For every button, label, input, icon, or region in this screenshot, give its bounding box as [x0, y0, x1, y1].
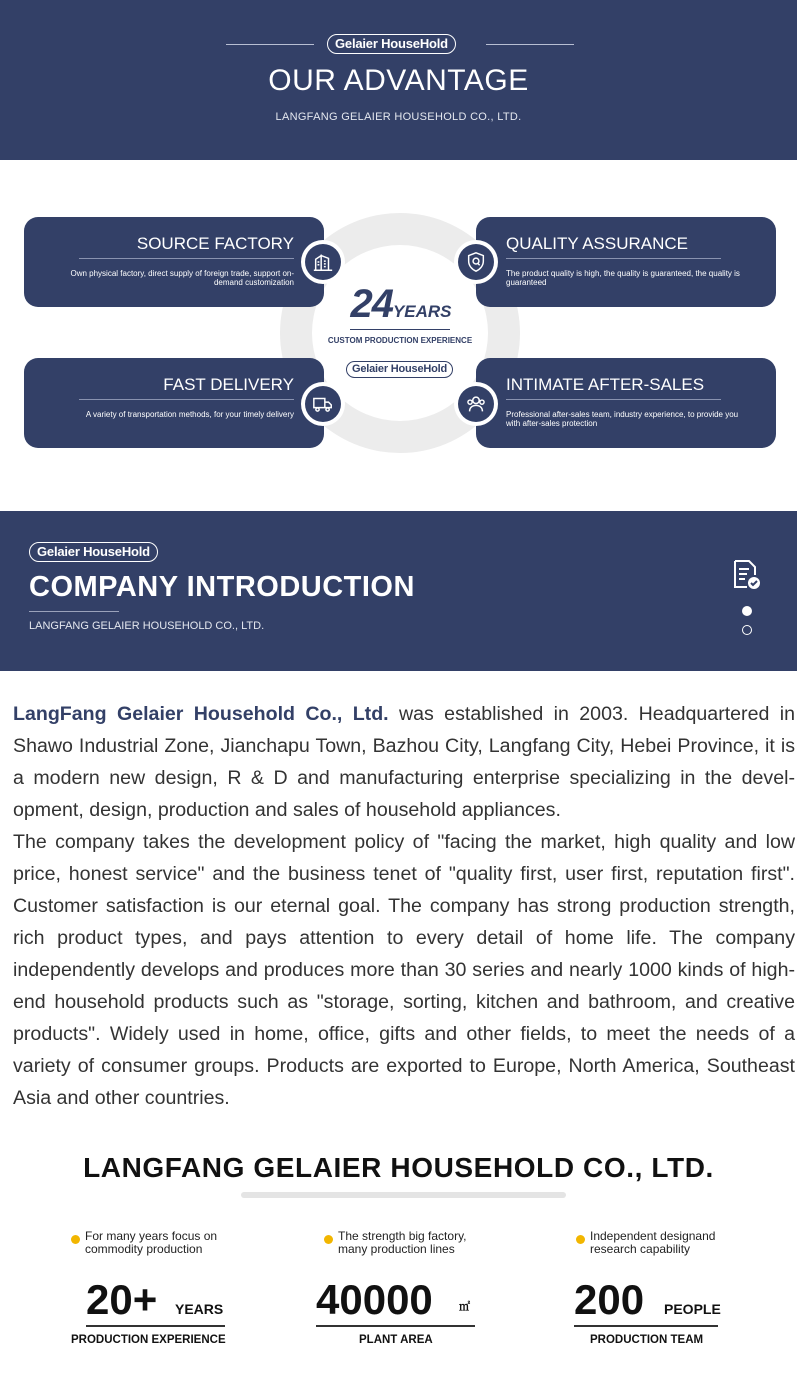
title-underline — [29, 611, 119, 612]
badge-shield — [454, 240, 498, 284]
card-quality-assurance — [476, 217, 776, 307]
stat-underline — [86, 1325, 225, 1327]
header-subtitle: LANGFANG GELAIER HOUSEHOLD CO., LTD. — [275, 111, 522, 123]
stats-heading-bar — [241, 1192, 566, 1198]
factory-icon — [312, 251, 334, 273]
header-left-rule — [226, 44, 314, 45]
card-title: INTIMATE AFTER-SALES — [506, 375, 705, 394]
stat-caption: PRODUCTION EXPERIENCE — [71, 1334, 226, 1346]
years-number: 24 — [350, 282, 393, 326]
badge-factory — [301, 240, 345, 284]
years-unit: YEARS — [392, 302, 452, 321]
experience-label: CUSTOM PRODUCTION EXPERIENCE — [327, 336, 473, 345]
shield-icon — [465, 251, 487, 273]
brand-logo: Gelaier HouseHold — [327, 34, 456, 54]
card-title: SOURCE FACTORY — [136, 234, 294, 253]
section-subtitle: LANGFANG GELAIER HOUSEHOLD CO., LTD. — [29, 620, 265, 632]
years-badge — [336, 282, 466, 327]
advantage-header — [0, 0, 797, 160]
card-fast-delivery — [24, 358, 324, 448]
stats-heading: LANGFANG GELAIER HOUSEHOLD CO., LTD. — [83, 1152, 714, 1183]
bullet-dot — [71, 1235, 80, 1244]
advantage-section — [0, 160, 797, 510]
document-check-icon — [730, 557, 762, 591]
bullet-dot — [576, 1235, 585, 1244]
card-desc: The product quality is high, the quality is guaranteed, the quality is guaranteed — [506, 269, 740, 287]
brand-logo: Gelaier HouseHold — [29, 542, 158, 562]
header-right-rule — [486, 44, 574, 45]
stat-value: 20+ — [86, 1276, 158, 1323]
section-title: COMPANY INTRODUCTION — [29, 571, 415, 603]
page-title: OUR ADVANTAGE — [268, 64, 529, 97]
card-title: FAST DELIVERY — [163, 375, 294, 394]
stat-underline — [316, 1325, 475, 1327]
company-description — [13, 698, 795, 1114]
badge-truck — [301, 382, 345, 426]
card-after-sales — [476, 358, 776, 448]
center-brand-logo: Gelaier HouseHold — [346, 361, 453, 378]
card-divider — [506, 399, 721, 400]
bullet-dot — [324, 1235, 333, 1244]
company-intro-banner — [0, 511, 797, 671]
card-divider — [79, 399, 294, 400]
users-icon — [465, 393, 487, 415]
slide-dot-active[interactable] — [742, 606, 752, 616]
intro-paragraph: LangFang Gelaier Household Co., Ltd. was established in 2003. Headquartered in Shawo Industrial Zone, Jianchapu Town, Bazhou City, Langfang City, Hebei Province, it is a modern new design, R & D and manufacturing enterprise specializing in the development, design, production and sales of household appliances. — [13, 703, 795, 821]
policy-paragraph: The company takes the development policy of "facing the market, high quality and low price, honest service" and the business tenet of "quality first, user first, reputation first". Customer satisfaction is our eternal goal. The company has strong production strength, rich product types, and pays attention to every detail of home life. The company independently develops and produces more than 30 series and nearly 1000 kinds of high-end household products such as "storage, sorting, kitchen and bathroom, and creative products". Widely used in home, office, gifts and other fields, to meet the needs of a variety of consumer groups. Products are exported to Europe, North America, Southeast Asia and other countries. — [13, 831, 795, 1109]
slide-dot[interactable] — [742, 625, 752, 635]
truck-icon — [312, 393, 334, 415]
company-name: LangFang Gelaier Household Co., Ltd. — [13, 703, 389, 725]
stat-value: 40000 — [316, 1276, 433, 1323]
card-source-factory — [24, 217, 324, 307]
card-desc: A variety of transportation methods, for your timely delivery — [85, 410, 294, 419]
badge-users — [454, 382, 498, 426]
stat-unit: ㎡ — [459, 1301, 470, 1313]
stat-value: 200 — [574, 1276, 645, 1323]
stat-underline — [574, 1325, 718, 1327]
stat-unit: YEARS — [175, 1301, 224, 1317]
stat-caption: PRODUCTION TEAM — [590, 1334, 704, 1346]
stat-unit: PEOPLE — [664, 1301, 721, 1317]
stat-caption: PLANT AREA — [359, 1334, 433, 1346]
card-title: QUALITY ASSURANCE — [506, 234, 689, 253]
card-desc: Professional after-sales team, industry experience, to provide you with after-sales protection — [506, 410, 739, 428]
card-divider — [506, 258, 721, 259]
card-divider — [79, 258, 294, 259]
center-divider — [350, 329, 450, 330]
card-desc: Own physical factory, direct supply of foreign trade, support on-demand customization — [70, 269, 294, 287]
